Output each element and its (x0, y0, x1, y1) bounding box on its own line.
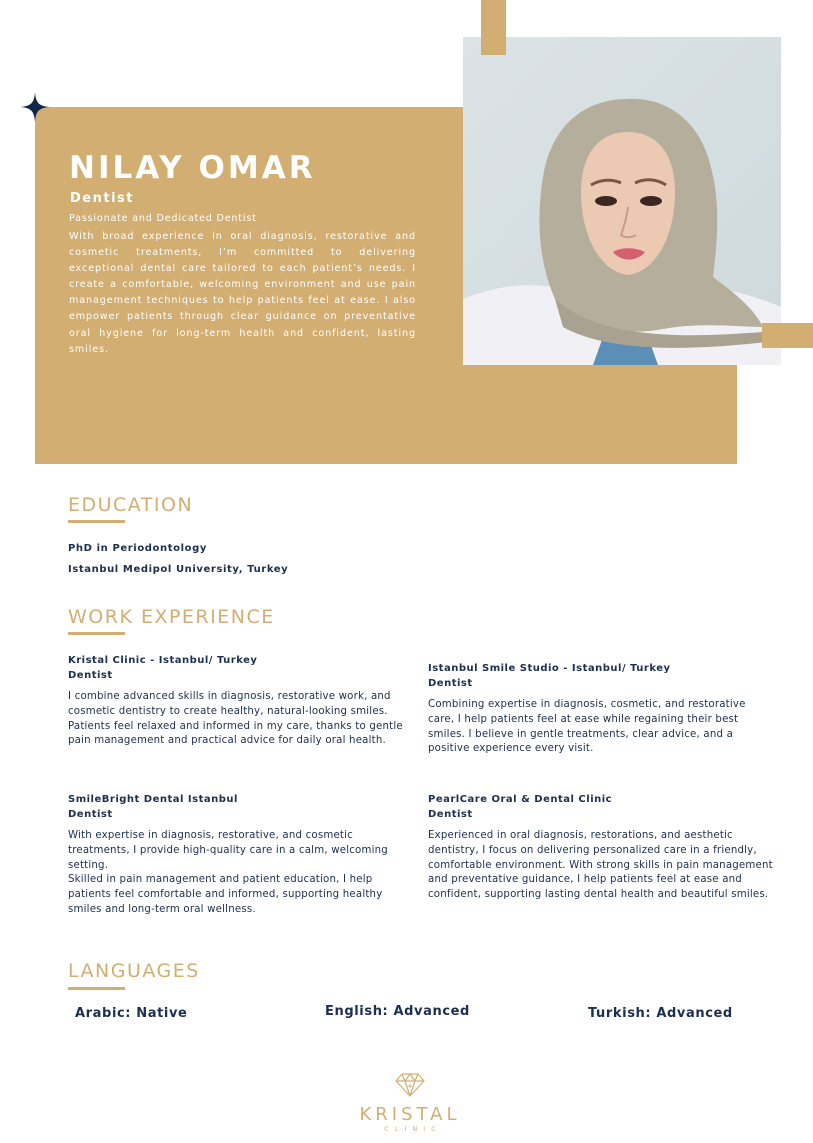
job-title: Dentist (68, 670, 113, 681)
logo-wordmark: KRISTAL (359, 1104, 461, 1125)
job-entry (68, 792, 413, 918)
job-title: Dentist (68, 809, 113, 820)
education-heading: EDUCATION (68, 494, 194, 516)
work-experience-heading: WORK EXPERIENCE (68, 606, 275, 628)
job-title: Dentist (428, 809, 473, 820)
job-title: Dentist (428, 678, 473, 689)
profile-photo (463, 37, 781, 365)
job-entry (68, 653, 413, 749)
diamond-icon (394, 1072, 426, 1098)
job-company: PearlCare Oral & Dental Clinic (428, 794, 613, 805)
job-company: Kristal Clinic - Istanbul/ Turkey (68, 655, 258, 666)
languages-underline (68, 987, 125, 990)
decorative-right-tab (762, 323, 813, 348)
job-description: With expertise in diagnosis, restorative, and cosmetic treatments, I provide high-quality care in a calm, welcoming setting. Skilled in pain management and patient education, I help patients feel comfortable and informed, supporting healthy smiles and long-term oral wellness. (68, 830, 388, 915)
kristal-clinic-logo (340, 1072, 480, 1133)
job-company: SmileBright Dental Istanbul (68, 794, 238, 805)
candidate-summary: With broad experience in oral diagnosis, restorative and cosmetic treatments, I’m committed to delivering exceptional dental care tailored to each patient’s needs. I create a comfortable, welcoming environment and use pain management techniques to help patients feel at ease. I also empower patients through clear guidance on preventative oral hygiene for long-term health and confident, lasting smiles. (69, 231, 416, 355)
candidate-role: Dentist (70, 191, 134, 206)
languages-heading: LANGUAGES (68, 960, 200, 982)
decorative-top-tab (481, 0, 506, 55)
sparkle-star-icon (20, 92, 50, 122)
job-entry (428, 792, 773, 903)
job-description: Combining expertise in diagnosis, cosmetic, and restorative care, I help patients feel at ease while regaining their best smiles. I believe in gentle treatments, clear advice, and a positive experience every visit. (428, 699, 746, 755)
portrait-illustration (463, 37, 781, 365)
language-arabic: Arabic: Native (75, 1006, 188, 1021)
job-entry (428, 661, 773, 757)
logo-subtitle: CLINIC (384, 1125, 442, 1133)
education-institution: Istanbul Medipol University, Turkey (68, 564, 289, 575)
language-turkish: Turkish: Advanced (588, 1006, 733, 1021)
job-description: Experienced in oral diagnosis, restorations, and aesthetic dentistry, I focus on delivering personalized care in a friendly, comfortable environment. With strong skills in pain management and preventative guidance, I help patients feel at ease and confident, supporting lasting dental health and beautiful smiles. (428, 830, 773, 901)
job-company: Istanbul Smile Studio - Istanbul/ Turkey (428, 663, 671, 674)
candidate-name: NILAY OMAR (69, 150, 316, 186)
education-degree: PhD in Periodontology (68, 543, 207, 554)
language-english: English: Advanced (325, 1004, 470, 1019)
candidate-tagline: Passionate and Dedicated Dentist (69, 213, 257, 224)
job-description: I combine advanced skills in diagnosis, restorative work, and cosmetic dentistry to create healthy, natural-looking smiles. Patients feel relaxed and informed in my care, thanks to gentle pain management and practical advice for daily oral health. (68, 691, 403, 747)
work-experience-underline (68, 632, 125, 635)
education-underline (68, 520, 125, 523)
